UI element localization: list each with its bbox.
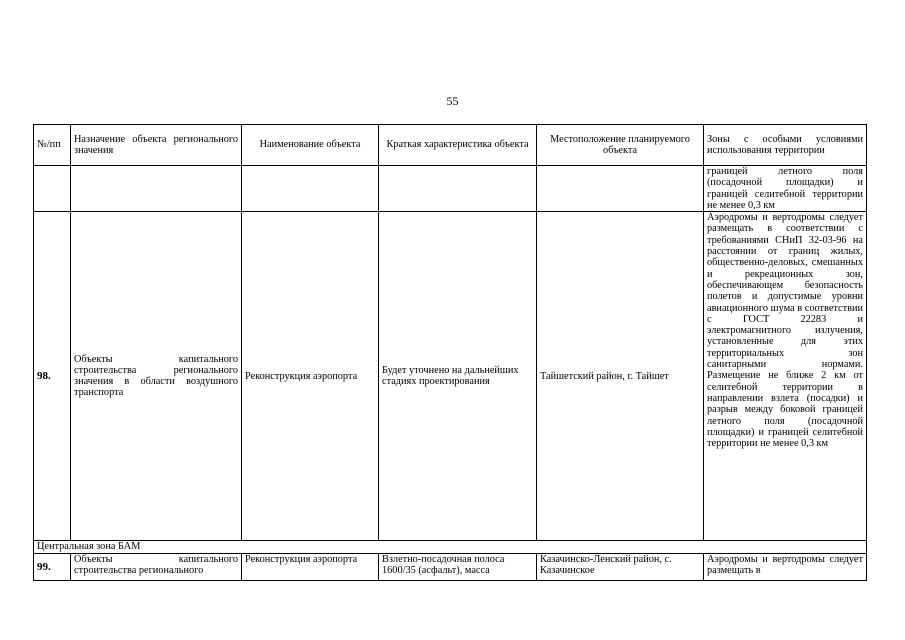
cell-purpose: Объекты капитального строительства регионального <box>71 554 242 581</box>
table-row-99 <box>34 554 867 581</box>
cell-empty <box>379 166 537 212</box>
cell-purpose: Объекты капитального строительства регионального значения в области воздушного транспорта <box>71 212 242 541</box>
cell-name: Реконструкция аэропорта <box>242 554 379 581</box>
cell-empty <box>537 166 704 212</box>
cell-characteristic: Будет уточнено на дальнейших стадиях проектирования <box>379 212 537 541</box>
cell-name: Реконструкция аэропорта <box>242 212 379 541</box>
header-name: Наименование объекта <box>242 125 379 166</box>
cell-zones: Аэродромы и вертодромы следует размещать в <box>704 554 867 581</box>
header-num: №/пп <box>34 125 71 166</box>
header-characteristic: Краткая характеристика объекта <box>379 125 537 166</box>
cell-empty <box>34 166 71 212</box>
section-title: Центральная зона БАМ <box>34 541 867 554</box>
header-purpose: Назначение объекта регионального значения <box>71 125 242 166</box>
table-row-98 <box>34 212 867 541</box>
cell-characteristic: Взлетно-посадочная полоса 1600/35 (асфальт), масса <box>379 554 537 581</box>
section-row <box>34 541 867 554</box>
cell-location: Тайшетский район, г. Тайшет <box>537 212 704 541</box>
cell-empty <box>71 166 242 212</box>
cell-num: 99. <box>34 554 71 581</box>
cell-zones-continuation: границей летного поля (посадочной площадки) и границей селитебной территории не менее 0,3 км <box>704 166 867 212</box>
objects-table <box>33 124 867 581</box>
cell-zones: Аэродромы и вертодромы следует размещать в соответствии с требованиями СНиП 32-03-96 на расстоянии от границ жилых, общественно-деловых, смешанных и рекреационных зон, обеспечивающем безопасность полетов и допустимые уровни авиационного шума в соответствии с ГОСТ 22283 и электромагнитного излучения, установленные для этих территориальных зон санитарными нормами. Размещение не ближе 2 км от селитебной территории в направлении взлета (посадки) и разрыв между боковой границей летного поля (посадочной площадки) и границей селитебной территории не менее 0,3 км <box>704 212 867 541</box>
cell-num: 98. <box>34 212 71 541</box>
table-header-row <box>34 125 867 166</box>
cell-empty <box>242 166 379 212</box>
page-number: 55 <box>446 94 459 108</box>
header-zones: Зоны с особыми условиями использования территории <box>704 125 867 166</box>
header-location: Местоположение планируемого объекта <box>537 125 704 166</box>
table-row-continuation <box>34 166 867 212</box>
cell-location: Казачинско-Ленский район, с. Казачинское <box>537 554 704 581</box>
